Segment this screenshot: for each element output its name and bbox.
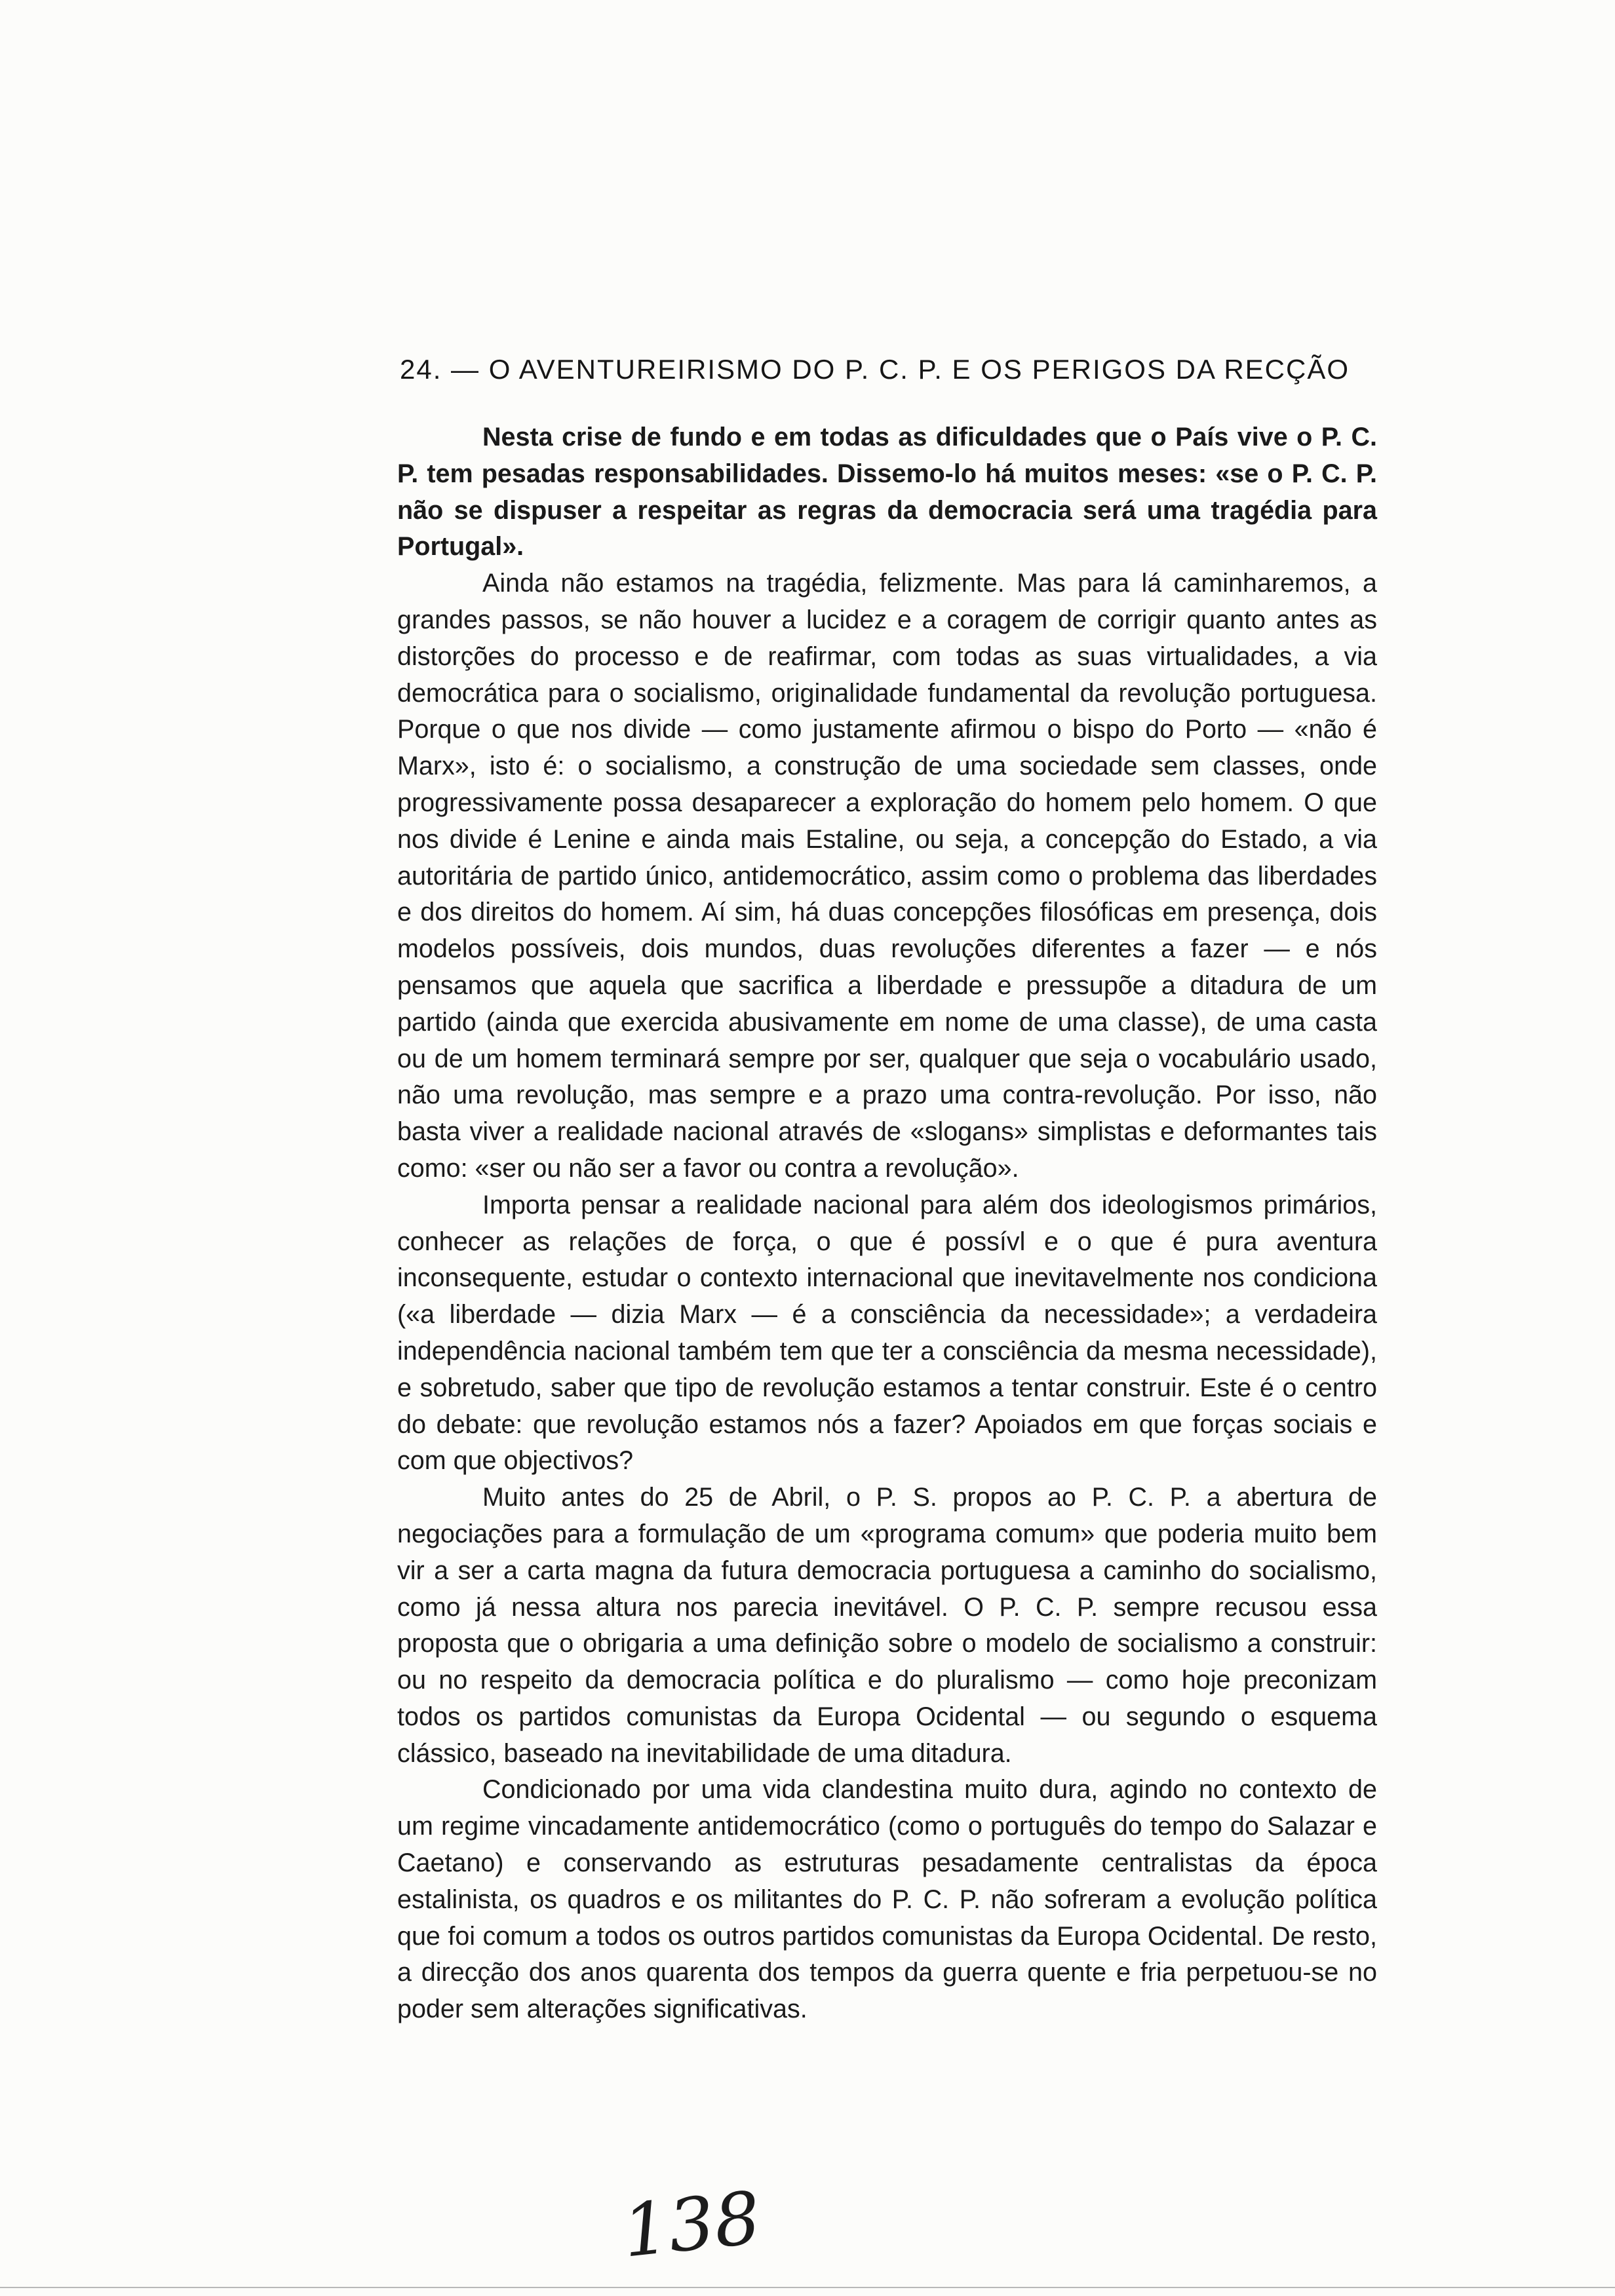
paragraph-5: Condicionado por uma vida clandestina muito dura, agindo no contexto de um regime vincadamente antidemocrático (como o português do tempo do Salazar e Caetano) e conservando as estruturas pesadamente centralistas da época estalinista, os quadros e os militantes do P. C. P. não sofreram a evolução política que foi comum a todos os outros partidos comunistas da Europa Ocidental. De resto, a direcção dos anos quarenta dos tempos da guerra quente e fria perpetuou-se no poder sem alterações significativas. xyxy=(397,1775,1377,2024)
body-text xyxy=(397,419,1377,2028)
paragraph-1: Nesta crise de fundo e em todas as dificuldades que o País vive o P. C. P. tem pesadas responsabilidades. Dissemo-lo há muitos meses: «se o P. C. P. não se dispuser a respeitar as regras da democracia será uma tragédia para Portugal». xyxy=(397,423,1377,562)
scan-edge-line xyxy=(0,2287,1615,2288)
section-heading: 24. — O AVENTUREIRISMO DO P. C. P. E OS PERIGOS DA RECÇÃO xyxy=(400,354,1350,385)
paragraph-2: Ainda não estamos na tragédia, felizmente. Mas para lá caminharemos, a grandes passos, se não houver a lucidez e a coragem de corrigir quanto antes as distorções do processo e de reafirmar, com todas as suas virtualidades, a via democrática para o socialismo, originalidade fundamental da revolução portuguesa. Porque o que nos divide — como justamente afirmou o bispo do Porto — «não é Marx», isto é: o socialismo, a construção de uma sociedade sem classes, onde progressivamente possa desaparecer a exploração do homem pelo homem. O que nos divide é Lenine e ainda mais Estaline, ou seja, a concepção do Estado, a via autoritária de partido único, antidemocrático, assim como o problema das liberdades e dos direitos do homem. Aí sim, há duas concepções filosóficas em presença, dois modelos possíveis, dois mundos, duas revoluções diferentes a fazer — e nós pensamos que aquela que sacrifica a liberdade e pressupõe a ditadura de um partido (ainda que exercida abusivamente em nome de uma classe), de uma casta ou de um homem terminará sempre por ser, qualquer que seja o vocabulário usado, não uma revolução, mas sempre e a prazo uma contra-revolução. Por isso, não basta viver a realidade nacional através de «slogans» simplistas e deformantes tais como: «ser ou não ser a favor ou contra a revolução». xyxy=(397,569,1377,1183)
paragraph-4: Muito antes do 25 de Abril, o P. S. propos ao P. C. P. a abertura de negociações para a formulação de um «programa comum» que poderia muito bem vir a ser a carta magna da futura democracia portuguesa a caminho do socialismo, como já nessa altura nos parecia inevitável. O P. C. P. sempre recusou essa proposta que o obrigaria a uma definição sobre o modelo de socialismo a construir: ou no respeito da democracia política e do pluralismo — como hoje preconizam todos os partidos comunistas da Europa Ocidental — ou segundo o esquema clássico, baseado na inevitabilidade de uma ditadura. xyxy=(397,1483,1377,1768)
paragraph-3: Importa pensar a realidade nacional para além dos ideologismos primários, conhecer as relações de força, o que é possívl e o que é pura aventura inconsequente, estudar o contexto internacional que inevitavelmente nos condiciona («a liberdade — dizia Marx — é a consciência da necessidade»; a verdadeira independência nacional também tem que ter a consciência da mesma necessidade), e sobretudo, saber que tipo de revolução estamos a tentar construir. Este é o centro do debate: que revolução estamos nós a fazer? Apoiados em que forças sociais e com que objectivos? xyxy=(397,1190,1377,1476)
handwritten-page-number: 138 xyxy=(618,2175,765,2274)
